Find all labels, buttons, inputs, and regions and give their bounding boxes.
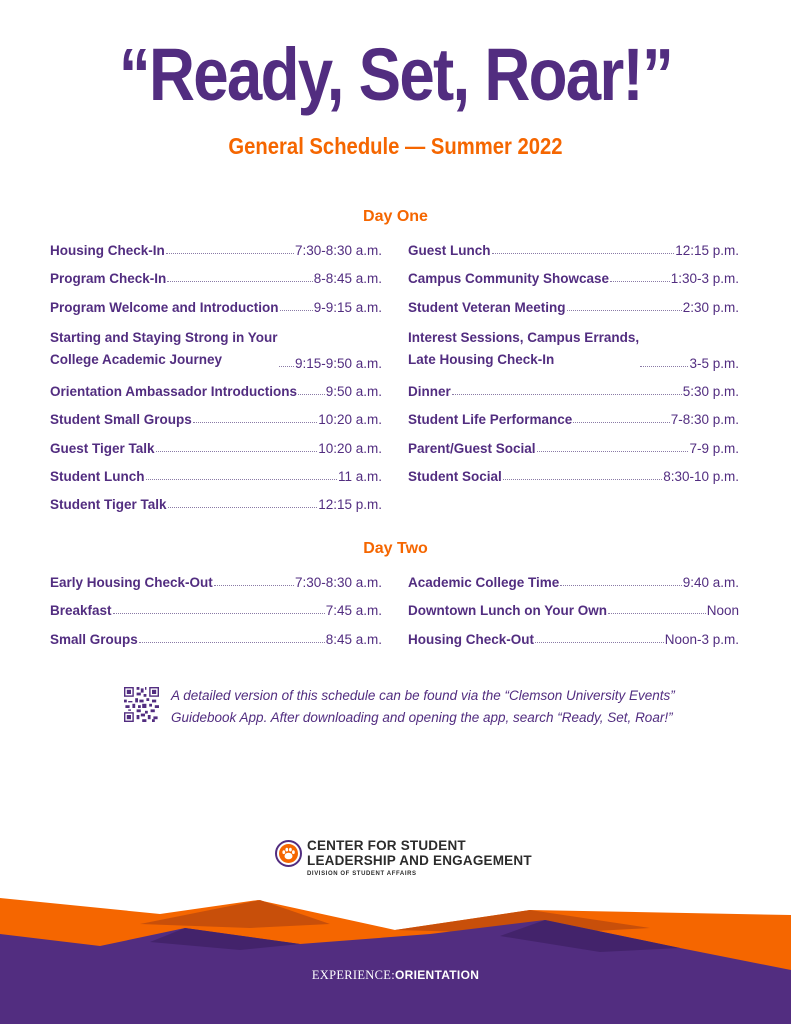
note-line-1: A detailed version of this schedule can be found via the “Clemson University Events” — [171, 688, 675, 703]
footer-orientation: ORIENTATION — [394, 968, 480, 982]
logo-line-1: CENTER FOR STUDENT — [307, 838, 466, 853]
tiger-paw-icon — [275, 840, 302, 867]
schedule-row — [50, 286, 382, 314]
event-name — [408, 327, 639, 371]
event-name: Guest Lunch — [408, 243, 491, 259]
event-time: 12:15 p.m. — [675, 243, 739, 259]
schedule-row — [50, 562, 382, 590]
event-time: 3-5 p.m. — [689, 355, 739, 371]
dot-leader — [608, 613, 706, 614]
event-time: 8:30-10 p.m. — [663, 468, 739, 484]
event-name: Parent/Guest Social — [408, 440, 536, 456]
schedule-row — [50, 315, 382, 371]
day-one-right-column — [408, 230, 739, 484]
event-name-line2: Late Housing Check-In — [408, 351, 555, 367]
schedule-row — [408, 286, 739, 314]
event-time: 12:15 p.m. — [318, 496, 382, 512]
logo-line-3: DIVISION OF STUDENT AFFAIRS — [307, 871, 417, 877]
schedule-row — [50, 456, 382, 484]
guidebook-note — [171, 685, 691, 729]
dot-leader — [167, 281, 312, 282]
event-time: 7:45 a.m. — [325, 603, 382, 619]
event-name: Student Social — [408, 468, 502, 484]
event-time: 7:30-8:30 a.m. — [294, 243, 382, 259]
schedule-row — [408, 618, 739, 646]
dot-leader — [168, 507, 318, 508]
schedule-row — [50, 618, 382, 646]
day-two-right-column — [408, 562, 739, 647]
dot-leader — [640, 366, 688, 367]
schedule-row — [408, 427, 739, 455]
event-name: Dinner — [408, 384, 451, 400]
day-two-heading: Day Two — [363, 540, 428, 557]
event-name: Student Lunch — [50, 468, 145, 484]
event-name: Housing Check-Out — [408, 631, 535, 647]
dot-leader — [452, 394, 682, 395]
event-name: Program Check-In — [50, 271, 167, 287]
dot-leader — [503, 479, 662, 480]
event-name: Guest Tiger Talk — [50, 440, 155, 456]
schedule-row — [50, 230, 382, 258]
event-time: 10:20 a.m. — [318, 440, 382, 456]
event-name: Downtown Lunch on Your Own — [408, 603, 607, 619]
event-name: Housing Check-In — [50, 243, 165, 259]
event-name: Breakfast — [50, 603, 112, 619]
schedule-row — [408, 315, 739, 371]
event-time: 7-9 p.m. — [689, 440, 739, 456]
dot-leader — [573, 422, 669, 423]
event-name-line1: Interest Sessions, Campus Errands, — [408, 329, 640, 345]
dot-leader — [492, 253, 675, 254]
dot-leader — [279, 366, 294, 367]
event-time: 5:30 p.m. — [682, 384, 739, 400]
schedule-row — [408, 399, 739, 427]
dot-leader — [535, 642, 664, 643]
event-name: Small Groups — [50, 631, 138, 647]
schedule-row — [50, 590, 382, 618]
dot-leader — [139, 642, 325, 643]
qr-code-icon[interactable] — [124, 687, 159, 722]
dot-leader — [567, 310, 682, 311]
schedule-row — [408, 562, 739, 590]
dot-leader — [156, 451, 318, 452]
schedule-row — [408, 371, 739, 399]
event-name: Student Small Groups — [50, 412, 192, 428]
schedule-row — [50, 399, 382, 427]
note-line-2: Guidebook App. After downloading and opening the app, search “Ready, Set, Roar!” — [171, 710, 673, 725]
event-time: 8-8:45 a.m. — [313, 271, 382, 287]
footer-experience: EXPERIENCE: — [311, 968, 395, 982]
day-two-left-column — [50, 562, 382, 647]
schedule-row — [408, 456, 739, 484]
event-name — [50, 327, 278, 371]
logo-line-2: LEADERSHIP AND ENGAGEMENT — [307, 853, 532, 868]
event-name-line1: Starting and Staying Strong in Your — [50, 329, 278, 345]
dot-leader — [166, 253, 294, 254]
event-time: 9:40 a.m. — [682, 575, 739, 591]
experience-orientation-wordmark — [0, 968, 791, 983]
event-name-line2: College Academic Journey — [50, 351, 223, 367]
dot-leader — [193, 422, 317, 423]
day-one-left-column — [50, 230, 382, 512]
event-time: 7:30-8:30 a.m. — [294, 575, 382, 591]
event-name: Student Veteran Meeting — [408, 299, 566, 315]
schedule-row — [50, 371, 382, 399]
event-time: 9:15-9:50 a.m. — [294, 355, 382, 371]
dot-leader — [146, 479, 337, 480]
event-time: 10:20 a.m. — [318, 412, 382, 428]
cse-logo — [275, 838, 532, 885]
dot-leader — [298, 394, 325, 395]
event-name: Student Tiger Talk — [50, 496, 167, 512]
event-time: 9-9:15 a.m. — [313, 299, 382, 315]
dot-leader — [560, 585, 681, 586]
schedule-row — [408, 590, 739, 618]
event-name: Academic College Time — [408, 575, 560, 591]
schedule-row — [50, 484, 382, 512]
event-time: Noon-3 p.m. — [664, 631, 739, 647]
event-name: Early Housing Check-Out — [50, 575, 213, 591]
event-time: 8:45 a.m. — [325, 631, 382, 647]
page-title: “Ready, Set, Roar!” — [118, 33, 673, 116]
event-name: Student Life Performance — [408, 412, 573, 428]
event-name: Campus Community Showcase — [408, 271, 610, 287]
schedule-row — [408, 258, 739, 286]
schedule-row — [408, 230, 739, 258]
event-time: 11 a.m. — [337, 468, 382, 484]
event-time: 2:30 p.m. — [682, 299, 739, 315]
dot-leader — [113, 613, 325, 614]
event-time: 7-8:30 p.m. — [670, 412, 739, 428]
event-name: Program Welcome and Introduction — [50, 299, 279, 315]
event-time: Noon — [706, 603, 739, 619]
footer-mountains — [0, 888, 791, 1024]
dot-leader — [280, 310, 313, 311]
event-time: 1:30-3 p.m. — [670, 271, 739, 287]
schedule-row — [50, 427, 382, 455]
schedule-row — [50, 258, 382, 286]
event-time: 9:50 a.m. — [325, 384, 382, 400]
dot-leader — [214, 585, 294, 586]
page-subtitle: General Schedule — Summer 2022 — [228, 133, 563, 159]
day-one-heading: Day One — [363, 208, 428, 225]
event-name: Orientation Ambassador Introductions — [50, 384, 298, 400]
dot-leader — [537, 451, 689, 452]
dot-leader — [610, 281, 670, 282]
